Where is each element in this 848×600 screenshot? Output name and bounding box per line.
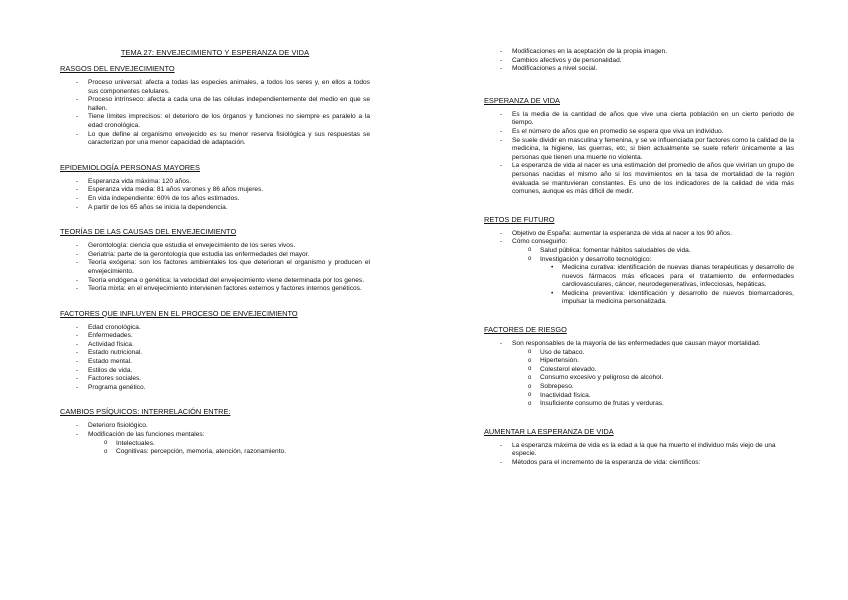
section-aumentar	[484, 427, 794, 468]
list-item: - Programa genético.	[60, 384, 370, 393]
list-item: - Se suele dividir en masculina y femenina, y se ve influenciada por factores como la calidad de la medicina, la higiene, las guerras, etc, si bien actualmente se suele referir únicamente a las personas que tienen una muerte no violenta.	[484, 137, 794, 163]
section-heading: RETOS DE FUTURO	[484, 214, 555, 224]
list-item: - Proceso intrínseco: afecta a cada una de las células independientemente del medio en que se hallen.	[60, 96, 370, 113]
sub-list-item: o Colesterol elevado.	[512, 366, 794, 375]
bullet-item: • Medicina preventiva: identificación y desarrollo de nuevos biomarcadores, impulsar la medicina personalizada.	[540, 290, 794, 307]
list-item: - Estado mental.	[60, 358, 370, 367]
list-item	[484, 238, 794, 307]
section-factores	[60, 309, 370, 393]
section-rasgos	[60, 64, 370, 148]
list-item: - La esperanza máxima de vida es la edad a la que ha muerto el individuo más viejo de una especie.	[484, 442, 794, 459]
list-item-text: Cómo conseguirlo:	[512, 238, 567, 246]
list-item: - Esperanza vida media: 81 años varones y 86 años mujeres.	[60, 186, 370, 195]
list-item: - Proceso universal: afecta a todas las especies animales, a todos los seres y, en ellos a todos sus componentes celulares.	[60, 79, 370, 96]
sub-list-item: o Inactividad física.	[512, 392, 794, 401]
left-column	[60, 48, 370, 472]
list-item: - Estado nutricional.	[60, 349, 370, 358]
document-title: TEMA 27: ENVEJECIMIENTO Y ESPERANZA DE VIDA	[120, 48, 310, 57]
list-item: - Tiene límites imprecisos: el deterioro de los órganos y funciones no siempre es paralelo a la edad cronológica.	[60, 113, 370, 130]
list-item: - Cambios afectivos y de personalidad.	[484, 57, 794, 66]
section-riesgo	[484, 325, 794, 409]
sub-list-item: o Insuficiente consumo de frutas y verduras.	[512, 400, 794, 409]
sub-list-item: o Intelectuales.	[88, 440, 370, 449]
section-cambios	[60, 407, 370, 456]
section-heading: AUMENTAR LA ESPERANZA DE VIDA	[484, 426, 614, 436]
bullet-item: • Medicina curativa: identificación de nuevas dianas terapéuticas y desarrollo de nuevos fármacos más eficaces para el tratamiento de enfermedades cardiovasculares, cáncer, neurodegenerativas, infecciosas, hepáticas.	[540, 264, 794, 290]
list-item: - Modificaciones en la aceptación de la propia imagen.	[484, 48, 794, 57]
list-item: - A partir de los 65 años se inicia la dependencia.	[60, 204, 370, 213]
list-item: - Edad cronológica.	[60, 324, 370, 333]
list-item: - Métodos para el incremento de la esperanza de vida: científicos:	[484, 459, 794, 468]
section-esperanza	[484, 96, 794, 197]
list-item	[60, 431, 370, 457]
section-heading: TEORÍAS DE LAS CAUSAS DEL ENVEJECIMIENTO	[60, 227, 237, 237]
section-heading: CAMBIOS PSÍQUICOS: INTERRELACIÓN ENTRE:	[60, 407, 231, 417]
list-item: - Actividad física.	[60, 341, 370, 350]
list-item: - Objetivo de España: aumentar la esperanza de vida al nacer a los 90 años.	[484, 230, 794, 239]
list-item: - En vida independiente: 60% de los años estimados.	[60, 195, 370, 204]
list-item: - Factores sociales.	[60, 375, 370, 384]
section-retos	[484, 215, 794, 307]
list-item: - Gerontología: ciencia que estudia el envejecimiento de los seres vivos.	[60, 242, 370, 251]
list-item: - La esperanza de vida al nacer es una estimación del promedio de años que vivirían un grupo de personas nacidas el mismo año si los movimientos en la tasa de mortalidad de la región evaluada se mantuvieran constantes. Es uno de los indicadores de la calidad de vida más comunes, aunque es más difícil de medir.	[484, 162, 794, 196]
section-heading: RASGOS DEL ENVEJECIMIENTO	[60, 64, 175, 73]
section-epidemiologia	[60, 163, 370, 212]
section-teorias	[60, 227, 370, 294]
sub-list-item-text: Investigación y desarrollo tecnológico:	[540, 255, 652, 263]
right-column	[484, 48, 794, 483]
list-item: - Es la media de la cantidad de años que vive una cierta población en un cierto periodo de tiempo.	[484, 111, 794, 128]
list-item: - Esperanza vida máxima: 120 años.	[60, 178, 370, 187]
section-heading: FACTORES QUE INFLUYEN EN EL PROCESO DE ENVEJECIMIENTO	[60, 308, 298, 318]
sub-list-item: o Salud pública: fomentar hábitos saludables de vida.	[512, 247, 794, 256]
list-item: - Teoría exógena: son los factores ambientales los que deterioran el organismo y producen el envejecimiento.	[60, 259, 370, 276]
sub-list-item	[512, 256, 794, 308]
list-item-text: Modificación de las funciones mentales:	[88, 431, 205, 439]
list-item: - Enfermedades.	[60, 332, 370, 341]
list-item: - Geriatría: parte de la gerontología que estudia las enfermedades del mayor.	[60, 251, 370, 260]
list-item: - Estilos de vida.	[60, 367, 370, 376]
section-cambios-continued	[484, 48, 794, 74]
sub-list-item: o Sobrepeso.	[512, 383, 794, 392]
list-item: - Teoría endógena o genética: la velocidad del envejecimiento viene determinada por los genes.	[60, 277, 370, 286]
list-item: - Deterioro fisiológico.	[60, 422, 370, 431]
section-heading: ESPERANZA DE VIDA	[484, 95, 560, 105]
list-item: - Lo que define al organismo envejecido es su menor reserva fisiológica y sus respuestas se caracterizan por una menor capacidad de adaptación.	[60, 131, 370, 148]
section-heading: EPIDEMIOLOGÍA PERSONAS MAYORES	[60, 162, 200, 172]
list-item-text: Son responsables de la mayoría de las enfermedades que causan mayor mortalidad.	[512, 340, 761, 348]
list-item: - Es el número de años que en promedio se espera que viva un individuo.	[484, 128, 794, 137]
list-item: - Teoría mixta: en el envejecimiento intervienen factores externos y factores internos genéticos.	[60, 285, 370, 294]
sub-list-item: o Uso de tabaco.	[512, 349, 794, 358]
list-item	[484, 340, 794, 409]
list-item: - Modificaciones a nivel social.	[484, 65, 794, 74]
sub-list-item: o Consumo excesivo y peligroso de alcohol.	[512, 374, 794, 383]
sub-list-item: o Hipertensión.	[512, 357, 794, 366]
sub-list-item: o Cognitivas: percepción, memoria, atención, razonamiento.	[88, 448, 370, 457]
section-heading: FACTORES DE RIESGO	[484, 325, 567, 335]
